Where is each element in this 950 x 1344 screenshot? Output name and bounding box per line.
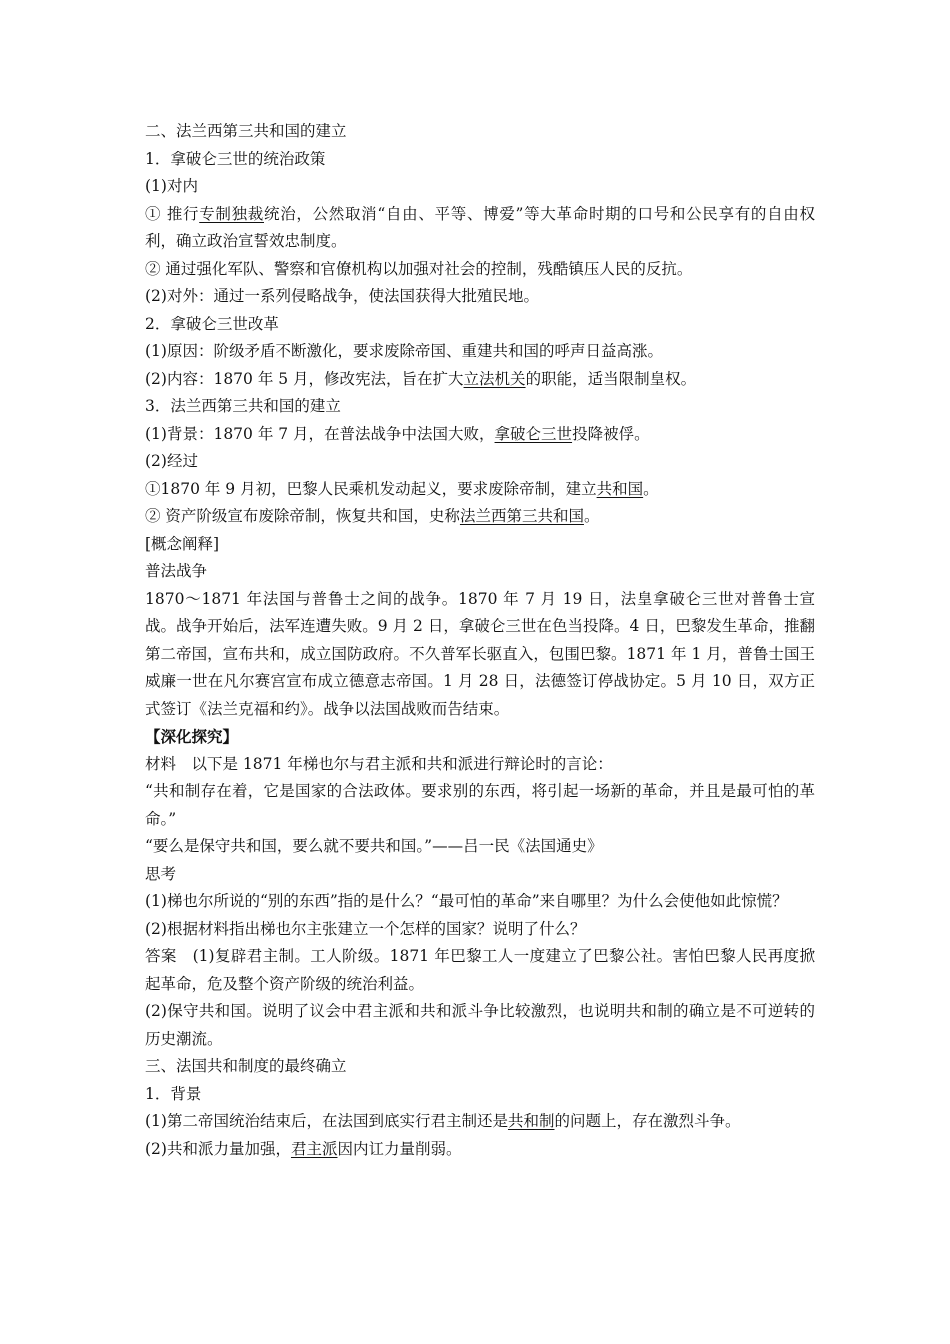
- text-segment: 统治，公然取消“自由、平等、博爱”等大革命时期的口号和公民享有的自由权利，确立政治宣誓效忠制度。: [145, 204, 815, 250]
- text-segment: 的问题上，存在激烈斗争。: [554, 1112, 741, 1130]
- text-segment: 。: [583, 507, 600, 525]
- heading-napoleon-reform: 2．拿破仑三世改革: [145, 314, 279, 333]
- question-one: (1)梯也尔所说的“别的东西”指的是什么？“最可怕的革命”来自哪里？为什么会使他如此惊慌？: [145, 892, 788, 910]
- paragraph-foreign: (2)对外：通过一系列侵略战争，使法国获得大批殖民地。: [145, 287, 539, 305]
- concept-text: 1870～1871 年法国与普鲁士之间的战争。1870 年 7 月 19 日，法皇拿破仑三世对普鲁士宣战。战争开始后，法军连遭失败。9 月 2 日，拿破仑三世在色当投降。4 日，巴黎发生革命，推翻第二帝国，宣布共和，成立国防政府。不久普军长驱直入，包围巴黎。1871 年 1 月，普鲁士国王威廉一世在凡尔赛宫宣布成立德意志帝国。1 月 28 日，法德签订停战协定。5 月 10 日，双方正式签订《法兰克福和约》。战争以法国战败而告结束。: [145, 589, 815, 718]
- underlined-term: 共和国: [596, 479, 644, 498]
- heading-third-republic: 3．法兰西第三共和国的建立: [145, 397, 341, 415]
- text-segment: 投降被俘。: [572, 424, 650, 443]
- quote-two: “要么是保守共和国，要么就不要共和国。”——吕一民《法国通史》: [145, 837, 603, 855]
- heading-background: 1．背景: [145, 1084, 202, 1103]
- text-segment: ② 资产阶级宣布废除帝制，恢复共和国，史称: [145, 507, 460, 525]
- underlined-term: 法兰西第三共和国: [459, 507, 584, 525]
- underlined-term: 立法机关: [463, 369, 526, 388]
- paragraph-uprising: [145, 476, 815, 504]
- subheading-domestic: (1)对内: [145, 177, 198, 195]
- underlined-term: 专制独裁: [199, 204, 264, 223]
- think-label: 思考: [145, 864, 177, 883]
- quote-one: “共和制存在着，它是国家的合法政体。要求别的东西，将引起一场新的革命，并且是最可怕的革命。”: [145, 782, 815, 828]
- text-segment: ① 推行: [145, 204, 200, 223]
- paragraph-reason: (1)原因：阶级矛盾不断激化，要求废除帝国、重建共和国的呼声日益高涨。: [145, 342, 663, 360]
- concept-name: 普法战争: [145, 562, 208, 580]
- paragraph-content: [145, 366, 815, 394]
- section-two-title: 二、法兰西第三共和国的建立: [145, 122, 347, 140]
- paragraph-control: ② 通过强化军队、警察和官僚机构以加强对社会的控制，残酷镇压人民的反抗。: [145, 259, 693, 278]
- text-segment: 。: [643, 479, 659, 498]
- text-segment: 因内讧力量削弱。: [337, 1139, 462, 1158]
- paragraph-background: [145, 421, 815, 449]
- paragraph-forces: [145, 1136, 815, 1164]
- document-body: [145, 118, 815, 1163]
- answer-two: (2)保守共和国。说明了议会中君主派和共和派斗争比较激烈，也说明共和制的确立是不可逆转的历史潮流。: [145, 1002, 815, 1048]
- material-intro: 材料 以下是 1871 年梯也尔与君主派和共和派进行辩论时的言论：: [145, 754, 613, 773]
- heading-napoleon-policy: 1．拿破仑三世的统治政策: [145, 149, 326, 168]
- underlined-term: 拿破仑三世: [494, 424, 573, 443]
- subheading-process: (2)经过: [145, 452, 198, 470]
- section-three-title: 三、法国共和制度的最终确立: [145, 1057, 347, 1075]
- text-segment: (2)内容：1870 年 5 月，修改宪法，旨在扩大: [145, 369, 464, 388]
- underlined-term: 共和制: [507, 1112, 555, 1130]
- text-segment: (1)第二帝国统治结束后，在法国到底实行君主制还是: [145, 1112, 508, 1130]
- paragraph-struggle: [145, 1108, 815, 1136]
- text-segment: 的职能，适当限制皇权。: [525, 369, 697, 388]
- paragraph-autocracy: [145, 201, 815, 256]
- paragraph-proclamation: [145, 503, 815, 531]
- deep-inquiry-tag: 【深化探究】: [145, 727, 239, 746]
- text-segment: (1)背景：1870 年 7 月，在普法战争中法国大败，: [145, 424, 495, 443]
- text-segment: (2)共和派力量加强，: [145, 1139, 291, 1158]
- answer-one: 答案 (1)复辟君主制。工人阶级。1871 年巴黎工人一度建立了巴黎公社。害怕巴黎人民再度掀起革命，危及整个资产阶级的统治利益。: [145, 947, 815, 993]
- concept-tag: [概念阐释]: [145, 534, 220, 553]
- question-two: (2)根据材料指出梯也尔主张建立一个怎样的国家？说明了什么？: [145, 919, 586, 938]
- text-segment: ①1870 年 9 月初，巴黎人民乘机发动起义，要求废除帝制，建立: [145, 479, 597, 498]
- underlined-term: 君主派: [290, 1139, 338, 1158]
